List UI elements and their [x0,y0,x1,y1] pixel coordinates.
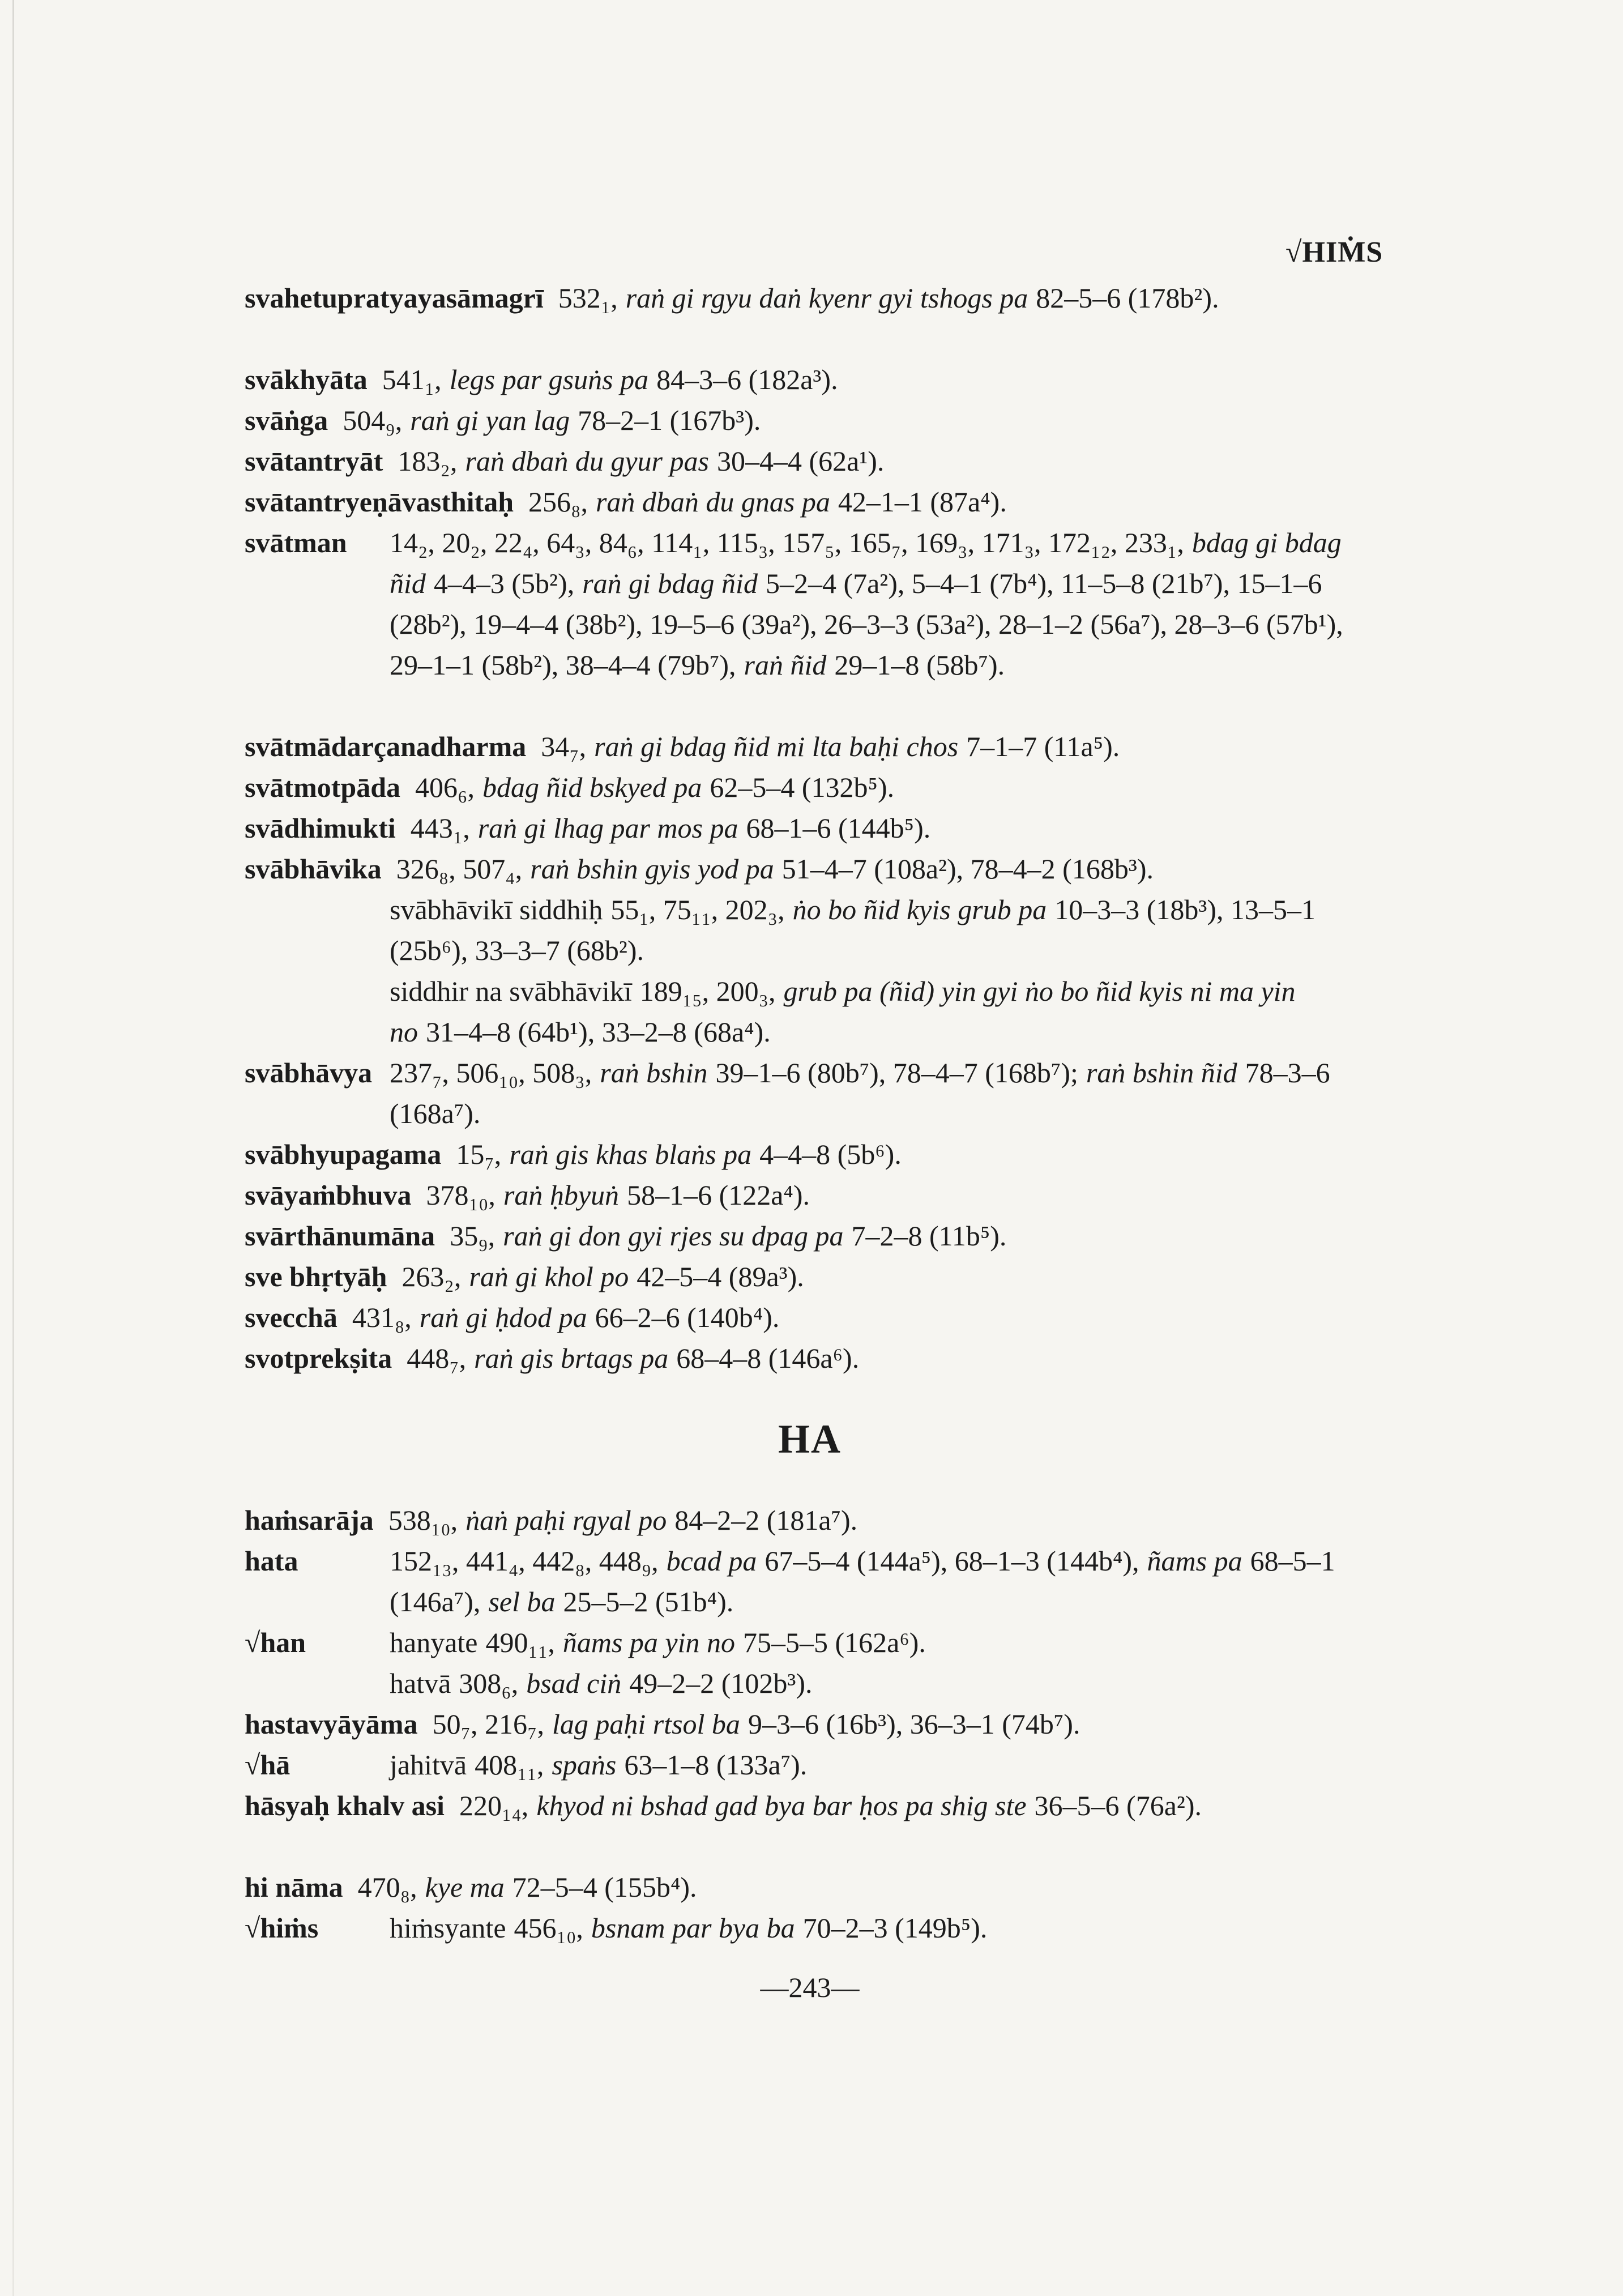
page-number: —243— [760,1971,860,2003]
dictionary-entry [245,1297,1356,1338]
reference: 308₆, [459,1667,519,1699]
headword: svātmotpāda [245,771,401,803]
tibetan-equivalent: raṅ dbaṅ du gyur pas [465,445,709,477]
location: 75–5–5 (162a⁶). [743,1627,926,1658]
dictionary-entry [245,1052,1356,1134]
tibetan-equivalent: raṅ gi ḥdod pa [419,1301,587,1333]
headword: svāyaṁbhuva [245,1179,412,1211]
dictionary-entry [245,359,1356,400]
dictionary-entry [245,1744,1356,1785]
reference: 448₇, [407,1342,467,1374]
location: 58–1–6 (122a⁴). [627,1179,810,1211]
tibetan-equivalent: raṅ gi khol po [469,1261,629,1292]
location: 72–5–4 (155b⁴). [512,1871,697,1903]
headword: √hiṁs [245,1912,319,1944]
dictionary-entry [245,441,1356,481]
reference: 538₁₀, [388,1504,458,1536]
headword: svābhāvya [245,1057,373,1089]
reference: 189₁₅, 200₃, [639,975,776,1007]
subentry-word: hatvā [390,1667,451,1699]
reference: 532₁, [558,282,618,314]
tibetan-equivalent: ṅo bo ñid kyis grub pa [792,894,1047,925]
headword: svābhāvika [245,853,382,885]
location: 10–3–3 (18b³), 13–5–1 (25b⁶), 33–3–7 (68b²). [390,894,1316,966]
tibetan-equivalent: khyod ni bshad gad bya bar ḥos pa shig ste [536,1790,1027,1821]
location: 68–5–1 (146a⁷), [390,1545,1335,1618]
headword: svārthānumāna [245,1220,435,1252]
headword: svātman [245,527,347,558]
location: 4–4–8 (5b⁶). [759,1138,902,1170]
tibetan-equivalent: bdag gi bdag ñid [390,527,1342,599]
reference: 490₁₁, [485,1627,555,1658]
tibetan-equivalent: sel ba [488,1586,556,1618]
location: 39–1–6 (80b⁷), 78–4–7 (168b⁷); [715,1057,1078,1089]
subentry-word: hanyate [390,1627,478,1658]
location: 68–1–6 (144b⁵). [746,812,931,844]
dictionary-entry [245,400,1356,441]
location: 9–3–6 (16b³), 36–3–1 (74b⁷). [748,1708,1080,1740]
location: 30–4–4 (62a¹). [716,445,885,477]
dictionary-subentry [390,889,1356,971]
reference: 456₁₀, [514,1912,583,1944]
tibetan-equivalent: lag paḥi rtsol ba [552,1708,740,1740]
headword: svātmādarçanadharma [245,731,527,762]
location: 67–5–4 (144a⁵), 68–1–3 (144b⁴), [764,1545,1139,1577]
dictionary-entry [245,1338,1356,1379]
tibetan-equivalent: raṅ bshin gyis yod pa [530,853,774,885]
scan-edge-line [12,0,14,2296]
dictionary-entry [245,1867,1356,1907]
reference: 263₂, [402,1261,462,1292]
dictionary-subentry [390,1663,1356,1704]
tibetan-equivalent: grub pa (ñid) yin gyi ṅo bo ñid kyis ni ma yin no [390,975,1296,1048]
reference: 35₉, [450,1220,496,1252]
location: 63–1–8 (133a⁷). [624,1749,808,1781]
tibetan-equivalent: ñams pa [1147,1545,1242,1577]
tibetan-equivalent: raṅ gi lhag par mos pa [477,812,738,844]
reference: 15₇, [456,1138,502,1170]
reference: 50₇, 216₇, [432,1708,544,1740]
reference: 55₁, 75₁₁, 202₃, [610,894,785,925]
reference: 220₁₄, [459,1790,529,1821]
tibetan-equivalent: kye ma [425,1871,505,1903]
location: 25–5–2 (51b⁴). [563,1586,734,1618]
dictionary-entry [245,1622,1356,1663]
dictionary-entry [245,1500,1356,1540]
location: 42–5–4 (89a³). [637,1261,804,1292]
headword: svāṅga [245,404,328,436]
headword: hāsyaḥ khalv asi [245,1790,445,1821]
tibetan-equivalent: raṅ gi bdag ñid mi lta baḥi chos [594,731,959,762]
headword: √hā [245,1749,291,1781]
location: 68–4–8 (146a⁶). [676,1342,860,1374]
subentry-word: siddhir na svābhāvikī [390,975,632,1007]
location: 78–3–6 (168a⁷). [390,1057,1330,1129]
tibetan-equivalent: raṅ ḥbyuṅ [503,1179,620,1211]
tibetan-equivalent: bdag ñid bskyed pa [482,771,702,803]
reference: 152₁₃, 441₄, 442₈, 448₉, [390,1545,659,1577]
subentry-word: hiṁsyante [390,1912,506,1944]
headword: svābhyupagama [245,1138,442,1170]
location: 62–5–4 (132b⁵). [710,771,895,803]
headword: hastavyāyāma [245,1708,418,1740]
headword: svādhimukti [245,812,396,844]
subentry-word: jahitvā [390,1749,467,1781]
headword: svātantryāt [245,445,383,477]
tibetan-equivalent: raṅ bshin ñid [1086,1057,1237,1089]
dictionary-entry [245,1704,1356,1744]
location: 82–5–6 (178b²). [1036,282,1219,314]
location: 31–4–8 (64b¹), 33–2–8 (68a⁴). [426,1016,771,1048]
reference: 14₂, 20₂, 22₄, 64₃, 84₆, 114₁, 115₃, 157₅, 165₇, 169₃, 171₃, 172₁₂, 233₁, [390,527,1184,558]
headword: haṁsarāja [245,1504,374,1536]
tibetan-equivalent: raṅ gi don gyi rjes su dpag pa [503,1220,844,1252]
location: 78–2–1 (167b³). [578,404,761,436]
subentry-word: svābhāvikī siddhiḥ [390,894,603,925]
tibetan-equivalent: raṅ ñid [744,649,827,681]
location: 7–2–8 (11b⁵). [851,1220,1007,1252]
headword: sve bhṛtyāḥ [245,1261,387,1292]
tibetan-equivalent: legs par gsuṅs pa [449,364,649,395]
reference: 183₂, [398,445,458,477]
dictionary-entry [245,767,1356,808]
dictionary-entry [245,1134,1356,1175]
running-head: √HIṀS [1285,236,1383,268]
location: 29–1–8 (58b⁷). [834,649,1005,681]
tibetan-equivalent: raṅ bshin [600,1057,708,1089]
dictionary-entry [245,848,1356,889]
headword: √han [245,1627,306,1658]
reference: 443₁, [410,812,470,844]
location: 70–2–3 (149b⁵). [802,1912,988,1944]
location: 51–4–7 (108a²), 78–4–2 (168b³). [781,853,1154,885]
headword: svahetupratyayasāmagrī [245,282,544,314]
dictionary-entry [245,1215,1356,1256]
dictionary-entry [245,481,1356,522]
headword: svātantryeṇāvasthitaḥ [245,486,514,518]
tibetan-equivalent: bsnam par bya ba [591,1912,795,1944]
reference: 326₈, 507₄, [396,853,523,885]
dictionary-entry [245,278,1356,318]
dictionary-entry [245,1907,1356,1948]
tibetan-equivalent: bsad ciṅ [526,1667,622,1699]
tibetan-equivalent: raṅ dbaṅ du gnas pa [595,486,830,518]
reference: 406₆, [415,771,475,803]
location: 5–2–4 (7a²), 5–4–1 (7b⁴), 11–5–8 (21b⁷), 15–1–6 (28b²), 19–4–4 (38b²), 19–5–6 (39a²), 26–3–3 (53a²), 28–1–2 (56a⁷), 28–3–6 (57b¹), 29–1–1 (58b²), 38–4–4 (79b⁷), [390,567,1343,681]
location: 4–4–3 (5b²), [433,567,575,599]
location: 7–1–7 (11a⁵). [966,731,1120,762]
tibetan-equivalent: bcad pa [666,1545,757,1577]
dictionary-entry [245,522,1356,685]
location: 36–5–6 (76a²). [1034,1790,1202,1821]
dictionary-entry [245,1256,1356,1297]
tibetan-equivalent: spaṅs [552,1749,617,1781]
reference: 408₁₁, [475,1749,544,1781]
reference: 256₈, [528,486,588,518]
location: 66–2–6 (140b⁴). [595,1301,780,1333]
dictionary-subentry [390,971,1356,1052]
location: 49–2–2 (102b³). [629,1667,813,1699]
tibetan-equivalent: raṅ gis brtags pa [474,1342,669,1374]
headword: svotprekṣita [245,1342,392,1374]
dictionary-entry [245,1785,1356,1826]
tibetan-equivalent: raṅ gi bdag ñid [582,567,758,599]
reference: 431₈, [352,1301,412,1333]
location: 84–2–2 (181a⁷). [674,1504,858,1536]
location: 84–3–6 (182a³). [656,364,838,395]
headword: hata [245,1545,298,1577]
dictionary-entry [245,1540,1356,1622]
tibetan-equivalent: ñams pa yin no [562,1627,735,1658]
dictionary-entry [245,808,1356,848]
section-heading: HA [778,1416,842,1462]
headword: hi nāma [245,1871,343,1903]
reference: 34₇, [541,731,587,762]
dictionary-entry [245,1175,1356,1215]
headword: svecchā [245,1301,338,1333]
tibetan-equivalent: raṅ gi rgyu daṅ kyenr gyi tshogs pa [625,282,1028,314]
reference: 504₉, [343,404,403,436]
reference: 378₁₀, [426,1179,496,1211]
tibetan-equivalent: raṅ gi yan lag [410,404,570,436]
reference: 470₈, [357,1871,417,1903]
headword: svākhyāta [245,364,368,395]
tibetan-equivalent: ṅaṅ paḥi rgyal po [465,1504,667,1536]
reference: 541₁, [382,364,442,395]
reference: 237₇, 506₁₀, 508₃, [390,1057,592,1089]
dictionary-entry [245,726,1356,767]
tibetan-equivalent: raṅ gis khas blaṅs pa [509,1138,752,1170]
location: 42–1–1 (87a⁴). [838,486,1007,518]
